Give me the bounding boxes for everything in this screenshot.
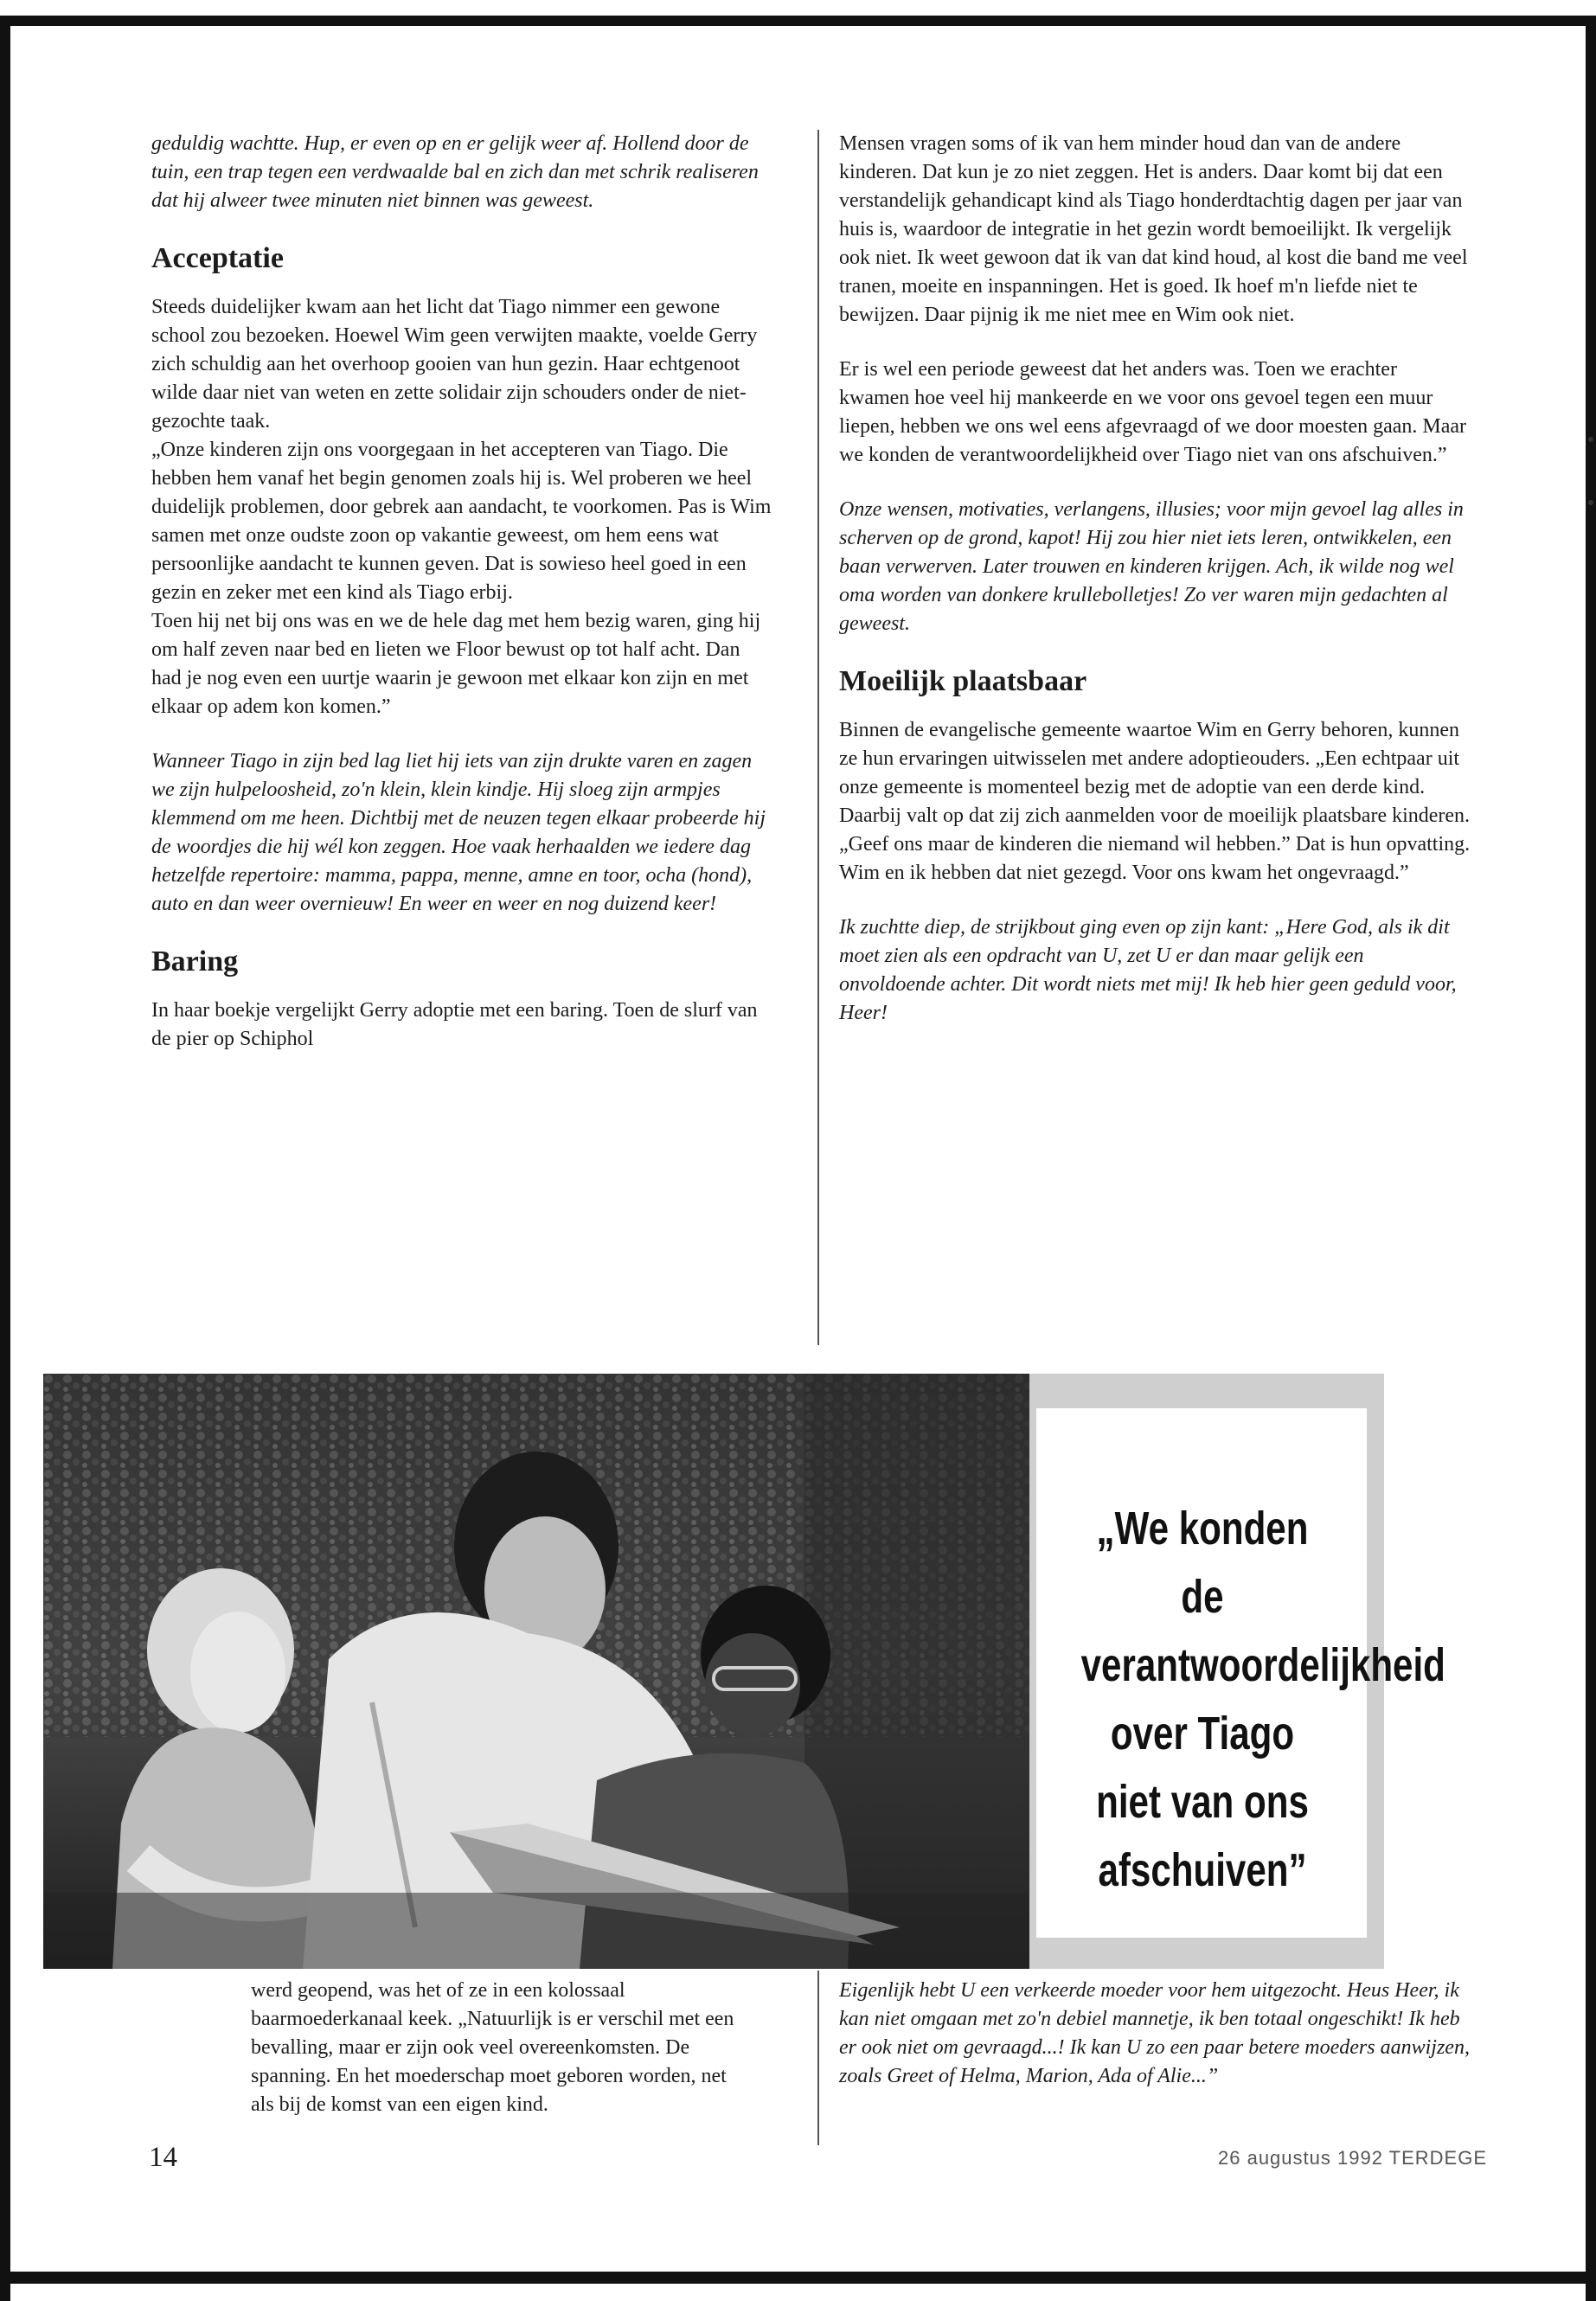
edge-mark <box>1588 437 1593 442</box>
italic-paragraph: Onze wensen, motivaties, verlangens, illusies; voor mijn gevoel lag alles in scherven op de grond, kapot! Hij zou hier niet iets leren, ontwikkelen, een baan verwerven. Later trouwen en kinderen krijgen. Ach, ik wilde nog wel oma worden van donkere krullebolletjes! Zo ver waren mijn gedachten al geweest. <box>839 498 1464 635</box>
photo-father-reading-with-children <box>43 1374 1029 1969</box>
paragraph: In haar boekje vergelijkt Gerry adoptie met een baring. Toen de slurf van de pier op Schiphol <box>151 999 758 1050</box>
edge-mark <box>1588 500 1593 505</box>
paragraph: Er is wel een periode geweest dat het anders was. Toen we erachter kwamen hoe veel hij mankeerde en we voor ons gevoel tegen een muur liepen, hebben we ons wel eens afgevraagd of we door moesten gaan. Maar we konden de verantwoordelijkheid over Tiago niet van ons afschuiven.” <box>839 358 1467 466</box>
heading-moeilijk-plaatsbaar: Moeilijk plaatsbaar <box>839 665 1087 697</box>
footer-publication-date: 26 augustus 1992 TERDEGE <box>1218 2147 1487 2169</box>
paragraph: Binnen de evangelische gemeente waartoe Wim en Gerry behoren, kunnen ze hun ervaringen uitwisselen met andere adoptieouders. „Een echtpaar uit onze gemeente is momenteel bezig met de adoptie van een derde kind. Daarbij valt op dat zij zich aanmelden voor de moeilijk plaatsbare kinderen. „Geef ons maar de kinderen die niemand wil hebben.” Dat is hun opvatting. Wim en ik hebben dat niet gezegd. Voor ons kwam het ongevraagd.” <box>839 719 1471 884</box>
paragraph: Toen hij net bij ons was en we de hele dag met hem bezig waren, ging hij om half zeven naar bed en lieten we Floor bewust op tot half acht. Dan had je nog even een uurtje waarin je gewoon met elkaar kon zijn en met elkaar op adem kon komen.” <box>151 610 761 718</box>
page-frame-bottom <box>0 2272 1596 2284</box>
right-column-bottom <box>839 1977 1471 2091</box>
column-rule <box>817 130 819 1345</box>
left-column-bottom <box>251 1977 753 2119</box>
left-column-top <box>151 130 774 1054</box>
paragraph: Steeds duidelijker kwam aan het licht dat Tiago nimmer een gewone school zou bezoeken. Hoewel Wim geen verwijten maakte, voelde Gerry zich schuldig aan het overhoop gooien van hun gezin. Haar echtgenoot wilde daar niet van weten en zette solidair zijn schouders onder de niet-gezochte taak. <box>151 296 758 433</box>
paragraph: Mensen vragen soms of ik van hem minder houd dan van de andere kinderen. Dat kun je zo niet zeggen. Het is anders. Daar komt bij dat een verstandelijk gehandicapt kind als Tiago honderdtachtig dagen per jaar van huis is, waardoor de integratie in het gezin wordt bemoeilijkt. Ik vergelijk ook niet. Ik weet gewoon dat ik van dat kind houd, al kost die band me veel tranen, moeite en inspanningen. Het is goed. Ik hoef m'n liefde niet te bewijzen. Daar pijnig ik me niet mee en Wim ook niet. <box>839 132 1468 326</box>
column-rule <box>817 1971 819 2145</box>
pull-quote-text: „We konden de verantwoordelijkheid over Tiago niet van ons afschuiven” <box>1080 1503 1445 1896</box>
intro-italic-paragraph: geduldig wachtte. Hup, er even op en er gelijk weer af. Hollend door de tuin, een trap tegen een verdwaalde bal en zich dan met schrik realiseren dat hij alweer twee minuten niet binnen was geweest. <box>151 132 759 212</box>
page-frame-top <box>0 16 1596 26</box>
heading-baring: Baring <box>151 945 239 977</box>
page-number: 14 <box>149 2142 177 2173</box>
page-frame-right <box>1586 16 1596 2301</box>
right-column-top <box>839 130 1471 1028</box>
page-frame-left <box>0 16 10 2301</box>
italic-paragraph: Ik zuchtte diep, de strijkbout ging even op zijn kant: „Here God, als ik dit moet zien als een opdracht van U, zet U er dan maar gelijk een onvoldoende achter. Dit wordt niets met mij! Ik heb hier geen geduld voor, Heer! <box>839 916 1457 1024</box>
heading-acceptatie: Acceptatie <box>151 242 284 274</box>
italic-paragraph: Wanneer Tiago in zijn bed lag liet hij iets van zijn drukte varen en zagen we zijn hulpeloosheid, zo'n klein, klein kindje. Hij sloeg zijn armpjes klemmend om me heen. Dichtbij met de neuzen tegen elkaar probeerde hij de woordjes die hij wél kon zeggen. Hoe vaak herhaalden we iedere dag hetzelfde repertoire: mamma, pappa, menne, amne en toor, ocha (hond), auto en dan weer overnieuw! En weer en weer en nog duizend keer! <box>151 750 766 915</box>
paragraph: werd geopend, was het of ze in een kolossaal baarmoederkanaal keek. „Natuurlijk is er verschil met een bevalling, maar er zijn ook veel overeenkomsten. De spanning. En het moederschap moet geboren worden, net als bij de komst van een eigen kind. <box>251 1979 734 2116</box>
paragraph: „Onze kinderen zijn ons voorgegaan in het accepteren van Tiago. Die hebben hem vanaf het begin genomen zoals hij is. Wel proberen we heel duidelijk problemen, door gebrek aan aandacht, te voorkomen. Pas is Wim samen met onze oudste zoon op vakantie geweest, om hem eens wat persoonlijke aandacht te kunnen geven. Dat is sowieso heel goed in een gezin en zeker met een kind als Tiago erbij. <box>151 439 772 604</box>
italic-paragraph: Eigenlijk hebt U een verkeerde moeder voor hem uitgezocht. Heus Heer, ik kan niet omgaan met zo'n debiel mannetje, ik ben totaal ongeschikt! Ik heb er ook niet om gevraagd...! Ik kan U zo een paar betere moeders aanwijzen, zoals Greet of Helma, Marion, Ada of Alie...” <box>839 1979 1470 2087</box>
